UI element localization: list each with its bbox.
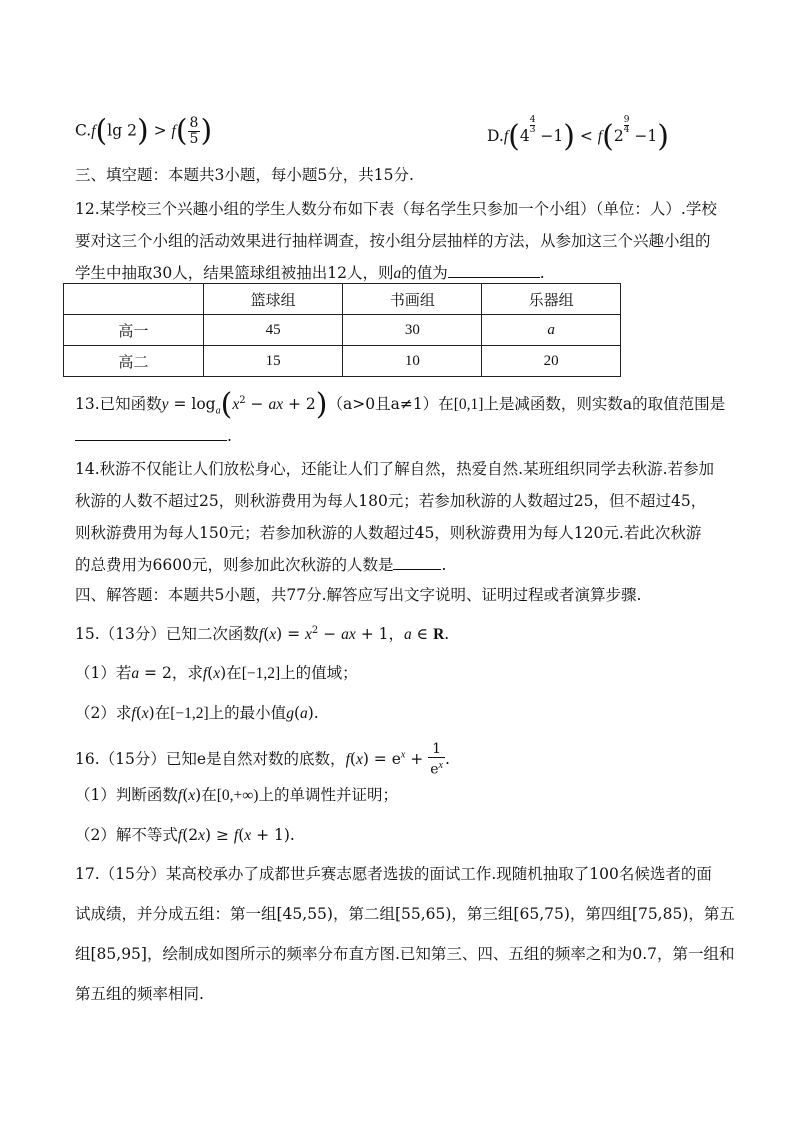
q17-line-4: 第五组的频率相同.	[75, 985, 204, 1003]
q15-stem: 15.（13分）已知二次函数$f(x) = x^2$ − ax + 1，a ∈ R.	[75, 625, 450, 644]
q17-line-3: 组[85,95]，绘制成如图所示的频率分布直方图.已知第三、四、五组的频率之和为0.7，第一组和	[75, 945, 735, 963]
option-d: D.f(4 $\frac{4}{3} -1) < f(2$ $\frac{9}{4} -1$)	[487, 115, 669, 154]
table-cell: 30	[343, 315, 482, 346]
q17-line-2: 试成绩，并分成五组：第一组[45,55)，第二组[55,65)，第三组[65,75)，第四组[75,85)，第五	[75, 905, 735, 923]
table-cell: 高二	[64, 346, 204, 377]
table-cell: 乐器组	[482, 284, 621, 315]
q12-answer-blank[interactable]	[448, 262, 540, 278]
table-cell: 高一	[64, 315, 204, 346]
option-c: C.f(lg 2) > f( $\frac{8}{5}$ )	[75, 113, 213, 149]
table-cell: 篮球组	[203, 284, 343, 315]
q17-line-1: 17.（15分）某高校承办了成都世乒赛志愿者选拔的面试工作.现随机抽取了100名候选者的面	[75, 865, 712, 883]
q12-table	[63, 283, 621, 377]
q14-answer-blank[interactable]	[393, 554, 441, 570]
q14-line-2: 秋游的人数不超过25，则秋游费用为每人180元；若参加秋游的人数超过25，但不超过45，	[75, 492, 707, 510]
table-cell: 书画组	[343, 284, 482, 315]
q14-line-4: 的总费用为6600元，则参加此次秋游的人数是 .	[75, 556, 447, 574]
q14-line-1: 14.秋游不仅能让人们放松身心，还能让人们了解自然，热爱自然.某班组织同学去秋游.若参加	[75, 460, 715, 478]
q13-answer-blank[interactable]	[75, 425, 227, 441]
table-cell: 20	[482, 346, 621, 377]
q15-part-1: （1）若a = 2，求f(x)在[−1,2]上的值域；	[75, 664, 358, 682]
table-cell: 10	[343, 346, 482, 377]
q12-line-1: 12.某学校三个兴趣小组的学生人数分布如下表（每名学生只参加一个小组）（单位：人）.学校	[75, 200, 717, 218]
q16-stem: 16.（15分）已知e是自然对数的底数，$f(x) = e^x$ + $\frac{1}{e^x}$ .	[75, 741, 450, 778]
table-cell	[64, 284, 204, 315]
q14-line-3: 则秋游费用为每人150元；若参加秋游的人数超过45，则秋游费用为每人120元.若此次秋游	[75, 524, 702, 542]
table-cell: a	[482, 315, 621, 346]
q12-line-3: 学生中抽取30人，结果篮球组被抽出12人，则a的值为 .	[75, 264, 545, 282]
section-4-heading: 四、解答题：本题共5小题，共77分.解答应写出文字说明、证明过程或者演算步骤.	[75, 586, 642, 604]
table-header-row	[64, 284, 621, 315]
q16-part-2: （2）解不等式f(2x) ≥ f(x + 1).	[75, 826, 295, 844]
q12-line-2: 要对这三个小组的活动效果进行抽样调查，按小组分层抽样的方法，从参加这三个兴趣小组的	[75, 232, 711, 250]
table-cell: 15	[203, 346, 343, 377]
q16-part-1: （1）判断函数f(x)在[0,+∞)上的单调性并证明；	[75, 786, 398, 804]
table-cell: 45	[203, 315, 343, 346]
q13-line-1: 13.已知函数$y = \log_a(x^2$ − ax + 2)（a>0且a≠1）在[0,1]上是减函数，则实数a的取值范围是	[75, 387, 726, 423]
section-3-heading: 三、填空题：本题共3小题，每小题5分，共15分.	[75, 166, 414, 184]
table-row	[64, 346, 621, 377]
table-row	[64, 315, 621, 346]
q15-part-2: （2）求f(x)在[−1,2]上的最小值g(a).	[75, 704, 319, 722]
q13-line-2: .	[75, 425, 232, 447]
